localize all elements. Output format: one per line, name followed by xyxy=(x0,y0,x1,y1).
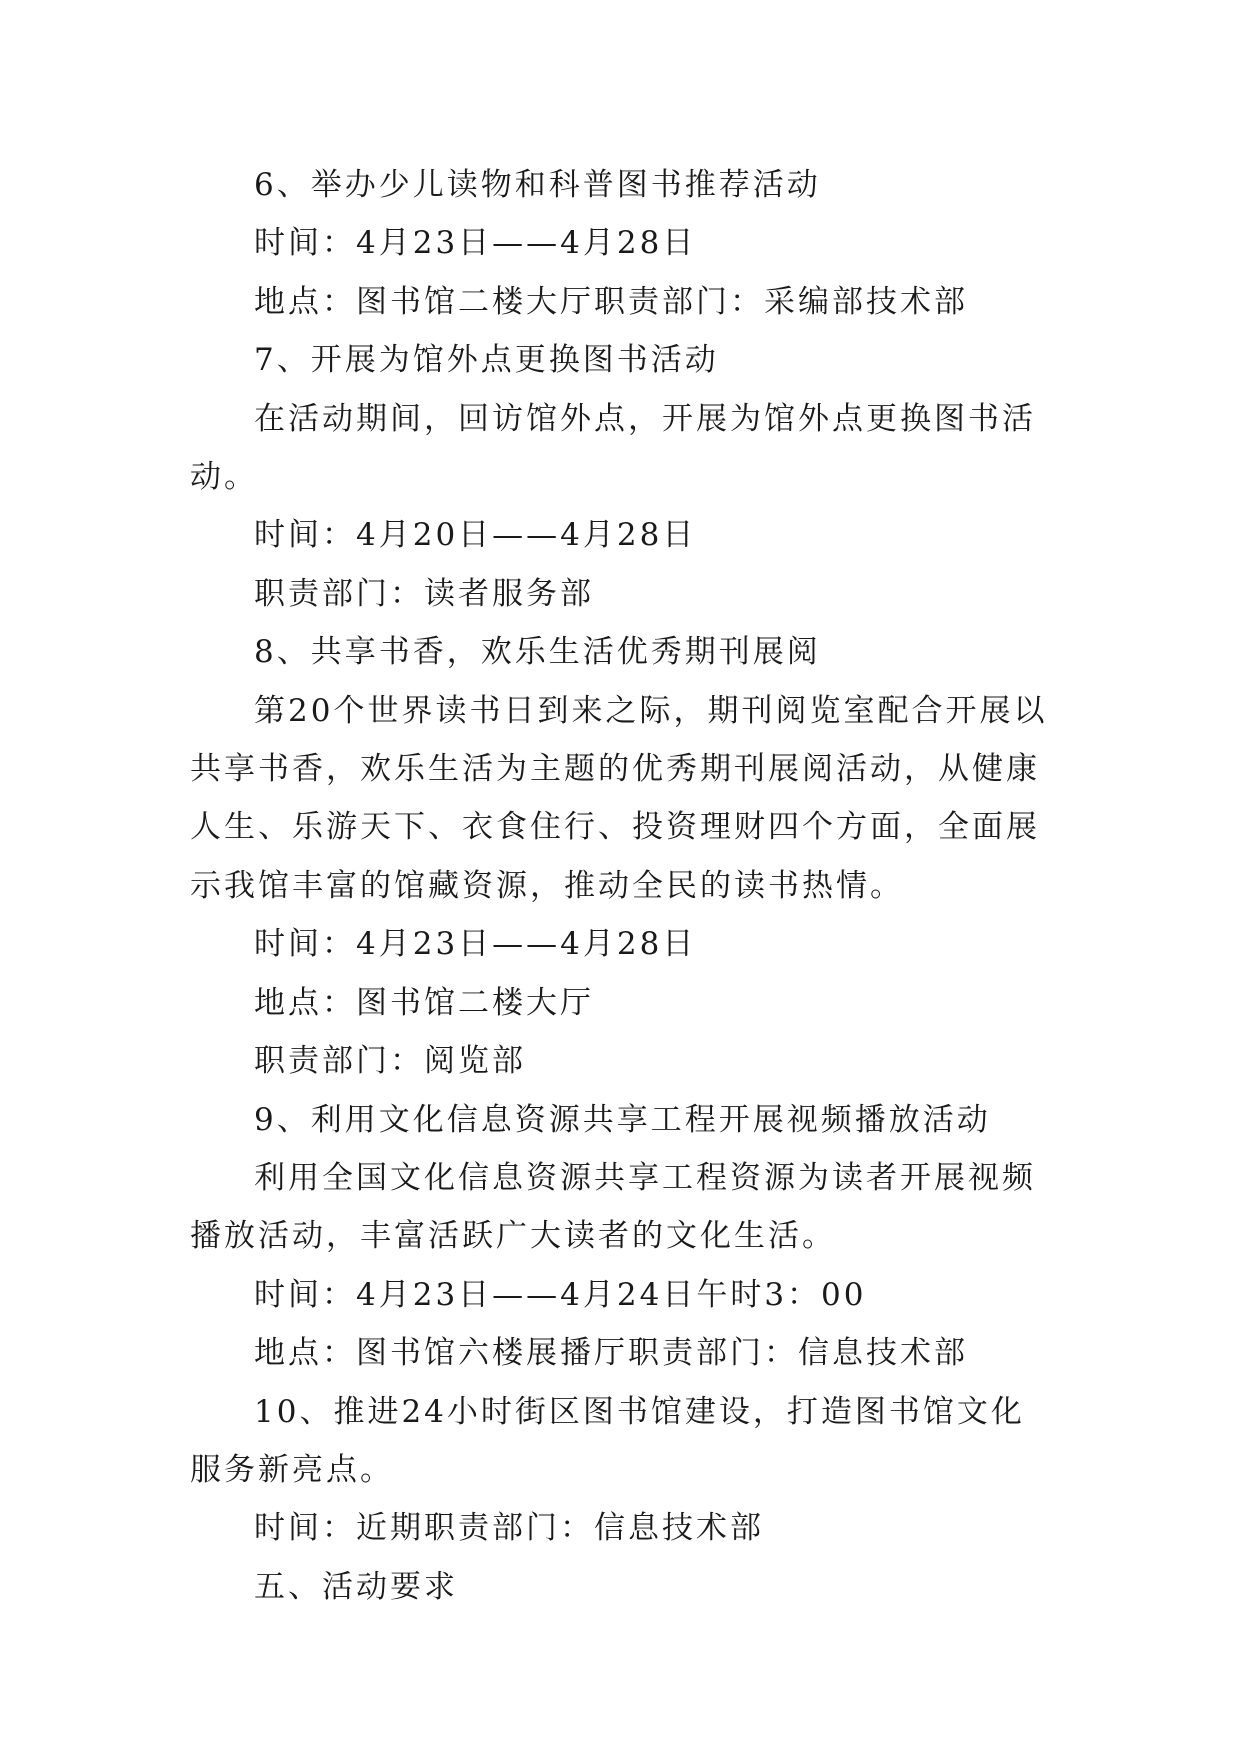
section-heading: 五、活动要求 xyxy=(254,1568,458,1605)
location-department-line: 地点：图书馆二楼大厅职责部门：采编部技术部 xyxy=(254,283,968,320)
item-heading-7: 7、开展为馆外点更换图书活动 xyxy=(254,342,719,379)
description-paragraph: 在活动期间，回访馆外点，开展为馆外点更换图书活动。 xyxy=(190,400,1036,496)
time-line: 时间：4月23日——4月24日午时3：00 xyxy=(254,1276,867,1313)
description-paragraph: 第20个世界读书日到来之际，期刊阅览室配合开展以共享书香，欢乐生活为主题的优秀期刊展阅活动，从健康人生、乐游天下、衣食住行、投资理财四个方面，全面展示我馆丰富的馆藏资源，推动全民的读书热情。 xyxy=(190,692,1048,904)
document-body xyxy=(190,156,1050,1616)
department-line: 职责部门：阅览部 xyxy=(254,1043,526,1080)
location-line: 地点：图书馆二楼大厅 xyxy=(254,984,594,1021)
department-line: 职责部门：读者服务部 xyxy=(254,575,594,612)
item-heading-6: 6、举办少儿读物和科普图书推荐活动 xyxy=(254,167,821,203)
item-heading-10: 10、推进24小时街区图书馆建设，打造图书馆文化服务新亮点。 xyxy=(190,1393,1025,1488)
description-paragraph: 利用全国文化信息资源共享工程资源为读者开展视频播放活动，丰富活跃广大读者的文化生活。 xyxy=(190,1159,1036,1255)
item-heading-8: 8、共享书香，欢乐生活优秀期刊展阅 xyxy=(254,634,821,671)
time-line: 时间：4月20日——4月28日 xyxy=(254,517,697,554)
location-department-line: 地点：图书馆六楼展播厅职责部门：信息技术部 xyxy=(254,1335,968,1372)
time-department-line: 时间：近期职责部门：信息技术部 xyxy=(254,1510,764,1547)
item-heading-9: 9、利用文化信息资源共享工程开展视频播放活动 xyxy=(254,1101,991,1138)
time-line: 时间：4月23日——4月28日 xyxy=(254,225,697,262)
time-line: 时间：4月23日——4月28日 xyxy=(254,926,697,963)
